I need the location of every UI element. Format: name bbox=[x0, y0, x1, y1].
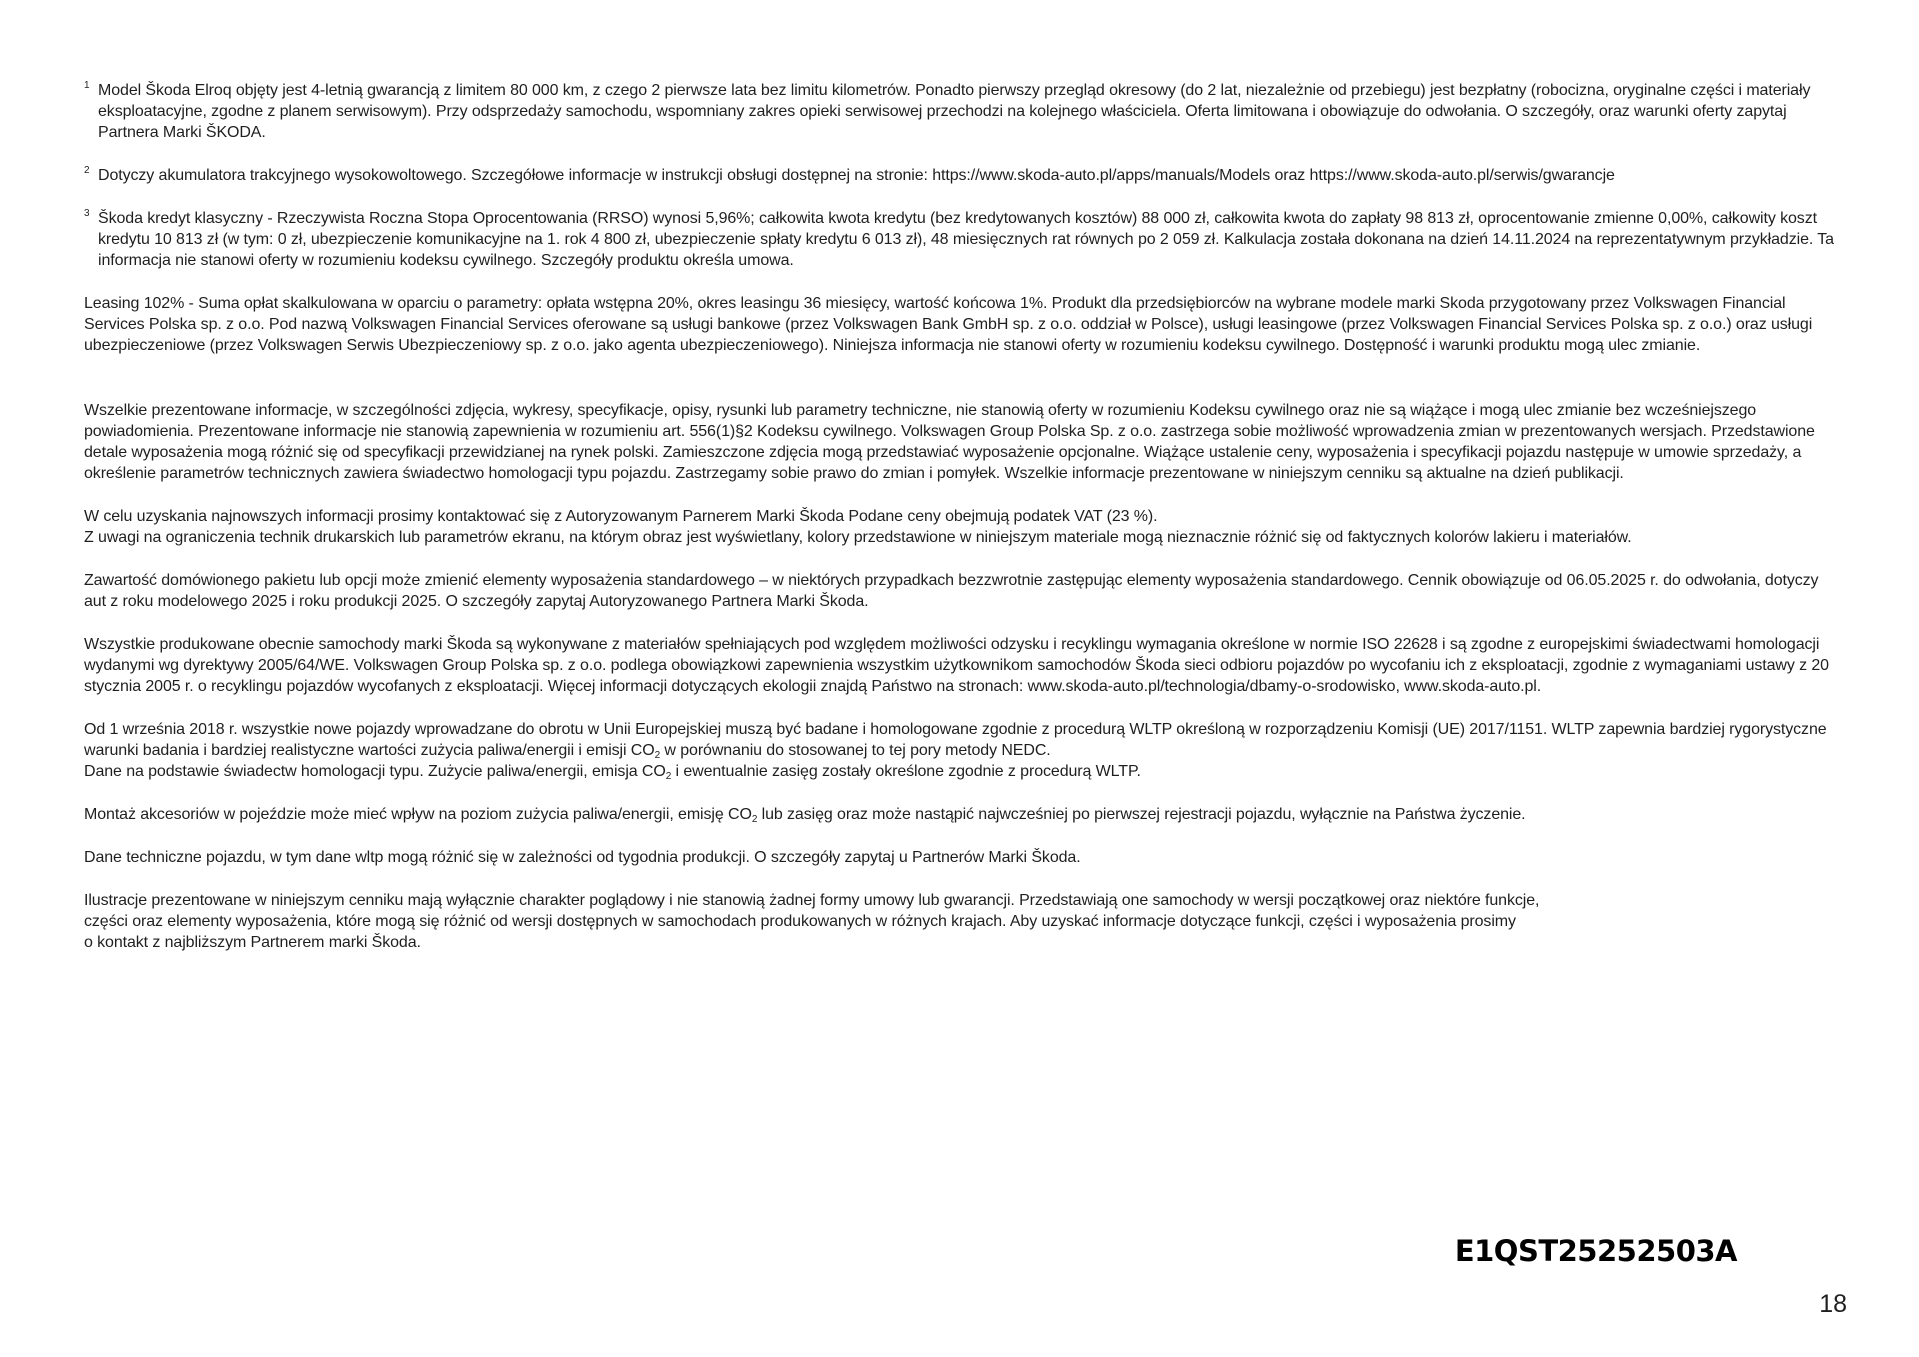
accessories-paragraph: Montaż akcesoriów w pojeździe może mieć wpływ na poziom zużycia paliwa/energii, emisję $CO_2$ lub zasięg oraz może nastąpić najwcześniej po pierwszej rejestracji pojazdu, wyłącznie na Państwa życzenie. bbox=[84, 806, 1526, 825]
footnote-number: 3 bbox=[84, 208, 90, 219]
leasing-paragraph: Leasing 102% - Suma opłat skalkulowana w oparciu o parametry: opłata wstępna 20%, okres leasingu 36 miesięcy, wartość końcowa 1%. Produkt dla przedsiębiorców na wybrane modele marki Skoda przygotowany przez Volkswagen Financial Services Polska sp. z o.o. Pod nazwą Volkswagen Financial Services oferowane są usługi bankowe (przez Volkswagen Bank GmbH sp. z o.o. oddział w Polsce), usługi leasingowe (przez Volkswagen Financial Services Polska sp. z o.o.) oraz usługi ubezpieczeniowe (przez Volkswagen Serwis Ubezpieczeniowy sp. z o.o. jako agenta ubezpieczeniowego). Niniejsza informacja nie stanowi oferty w rozumieniu kodeksu cywilnego. Dostępność i warunki produktu mogą ulec zmianie. bbox=[84, 295, 1813, 354]
general-disclaimer-paragraph: Wszelkie prezentowane informacje, w szczególności zdjęcia, wykresy, specyfikacje, opisy, rysunki lub parametry techniczne, nie stanowią oferty w rozumieniu Kodeksu cywilnego oraz nie są wiążące i mogą ulec zmianie bez wcześniejszego powiadomienia. Prezentowane informacje nie stanowią zapewnienia w rozumieniu art. 556(1)§2 Kodeksu cywilnego. Volkswagen Group Polska Sp. z o.o. zastrzega sobie możliwość wprowadzenia zmian w prezentowanych wersjach. Przedstawione detale wyposażenia mogą różnić się od specyfikacji przewidzianej na rynek polski. Zamieszczone zdjęcia mogą przedstawiać wyposażenie opcjonalne. Wiążące ustalenie ceny, wyposażenia i specyfikacji pojazdu następuje w umowie sprzedaży, a określenie parametrów technicznych zawiera świadectwo homologacji typu pojazdu. Zastrzegamy sobie prawo do zmian i pomyłek. Wszelkie informacje prezentowane w niniejszym cenniku są aktualne na dzień publikacji. bbox=[84, 402, 1815, 482]
footnote-text: Model Škoda Elroq objęty jest 4-letnią gwarancją z limitem 80 000 km, z czego 2 pierwsze lata bez limitu kilometrów. Ponadto pierwszy przegląd okresowy (do 2 lat, niezależnie od przebiegu) jest bezpłatny (robocizna, oryginalne części i materiały eksploatacyjne, zgodne z planem serwisowym). Przy odsprzedaży samochodu, wspomniany zakres opieki serwisowej przechodzi na kolejnego właściciela. Oferta limitowana i obowiązuje do odwołania. O szczegóły, oraz warunki oferty zapytaj Partnera Marki ŠKODA. bbox=[98, 82, 1811, 141]
contact-paragraph bbox=[84, 506, 1840, 548]
footnote-number: 1 bbox=[84, 80, 90, 91]
technical-data-paragraph: Dane techniczne pojazdu, w tym dane wltp mogą różnić się w zależności od tygodnia produkcji. O szczegóły zapytaj u Partnerów Marki Škoda. bbox=[84, 849, 1081, 866]
package-paragraph: Zawartość domówionego pakietu lub opcji może zmienić elementy wyposażenia standardowego – w niektórych przypadkach bezzwrotnie zastępując elementy wyposażenia standardowego. Cennik obowiązuje od 06.05.2025 r. do odwołania, dotyczy aut z roku modelowego 2025 i roku produkcji 2025. O szczegóły zapytaj Autoryzowanego Partnera Marki Škoda. bbox=[84, 572, 1819, 610]
footnote-text: Dotyczy akumulatora trakcyjnego wysokowoltowego. Szczegółowe informacje w instrukcji obsługi dostępnej na stronie: https://www.skoda-auto.pl/apps/manuals/Models oraz https://www.skoda-auto.pl/serwis/gwarancje bbox=[98, 167, 1615, 184]
illustrations-paragraph: Ilustracje prezentowane w niniejszym cenniku mają wyłącznie charakter poglądowy i nie stanowią żadnej formy umowy lub gwarancji. Przedstawiają one samochody w wersji początkowej oraz niektóre funkcje, części oraz elementy wyposażenia, które mogą się różnić od wersji dostępnych w samochodach produkowanych w różnych krajach. Aby uzyskać informacje dotyczące funkcji, części i wyposażenia prosimy o kontakt z najbliższym Partnerem marki Škoda. bbox=[84, 892, 1540, 951]
legal-content bbox=[84, 80, 1840, 975]
color-disclaimer-line: Z uwagi na ograniczenia technik drukarskich lub parametrów ekranu, na którym obraz jest wyświetlany, kolory przedstawione w niniejszym materiale mogą nieznacznie różnić się od faktycznych kolorów lakieru i materiałów. bbox=[84, 529, 1632, 546]
footnote-text: Škoda kredyt klasyczny - Rzeczywista Roczna Stopa Oprocentowania (RRSO) wynosi 5,96%; całkowita kwota kredytu (bez kredytowanych kosztów) 88 000 zł, całkowita kwota do zapłaty 98 813 zł, oprocentowanie zmienne 0,00%, całkowity koszt kredytu 10 813 zł (w tym: 0 zł, ubezpieczenie komunikacyjne na 1. rok 4 800 zł, ubezpieczenie spłaty kredytu 6 013 zł), 48 miesięcznych rat równych po 2 059 zł. Kalkulacja została dokonana na dzień 14.11.2024 na reprezentatywnym przykładzie. Ta informacja nie stanowi oferty w rozumieniu kodeksu cywilnego. Szczegóły produktu określa umowa. bbox=[98, 210, 1834, 269]
document-code: E1QST25252503A bbox=[1454, 1234, 1737, 1268]
page-number: 18 bbox=[1819, 1290, 1847, 1318]
footnote-number: 2 bbox=[84, 165, 90, 176]
footnote-3 bbox=[84, 208, 1840, 271]
footnote-1 bbox=[84, 80, 1840, 143]
contact-line: W celu uzyskania najnowszych informacji prosimy kontaktować się z Autoryzowanym Parnerem Marki Škoda Podane ceny obejmują podatek VAT (23 %). bbox=[84, 508, 1158, 525]
wltp-paragraph: Od 1 września 2018 r. wszystkie nowe pojazdy wprowadzane do obrotu w Unii Europejskiej muszą być badane i homologowane zgodnie z procedurą WLTP określoną w rozporządzeniu Komisji (UE) 2017/1151. WLTP zapewnia bardziej rygorystyczne warunki badania i bardziej realistyczne wartości zużycia paliwa/energii i emisji $CO_2$ w porównaniu do stosowanej to tej pory metody NEDC. Dane na podstawie świadectw homologacji typu. Zużycie paliwa/energii, emisja $CO_2$ i ewentualnie zasięg zostały określone zgodnie z procedurą WLTP. bbox=[84, 721, 1827, 782]
footnote-2 bbox=[84, 165, 1840, 186]
recycling-paragraph: Wszystkie produkowane obecnie samochody marki Škoda są wykonywane z materiałów spełniających pod względem możliwości odzysku i recyklingu wymagania określone w normie ISO 22628 i są zgodne z europejskimi świadectwami homologacji wydanymi wg dyrektywy 2005/64/WE. Volkswagen Group Polska sp. z o.o. podlega obowiązkowi zapewnienia wszystkim użytkownikom samochodów Škoda sieci odbioru pojazdów po wycofaniu ich z eksploatacji, zgodnie z wymaganiami ustawy z 20 stycznia 2005 r. o recyklingu pojazdów wycofanych z eksploatacji. Więcej informacji dotyczących ekologii znajdą Państwo na stronach: www.skoda-auto.pl/technologia/dbamy-o-srodowisko, www.skoda-auto.pl. bbox=[84, 636, 1829, 695]
